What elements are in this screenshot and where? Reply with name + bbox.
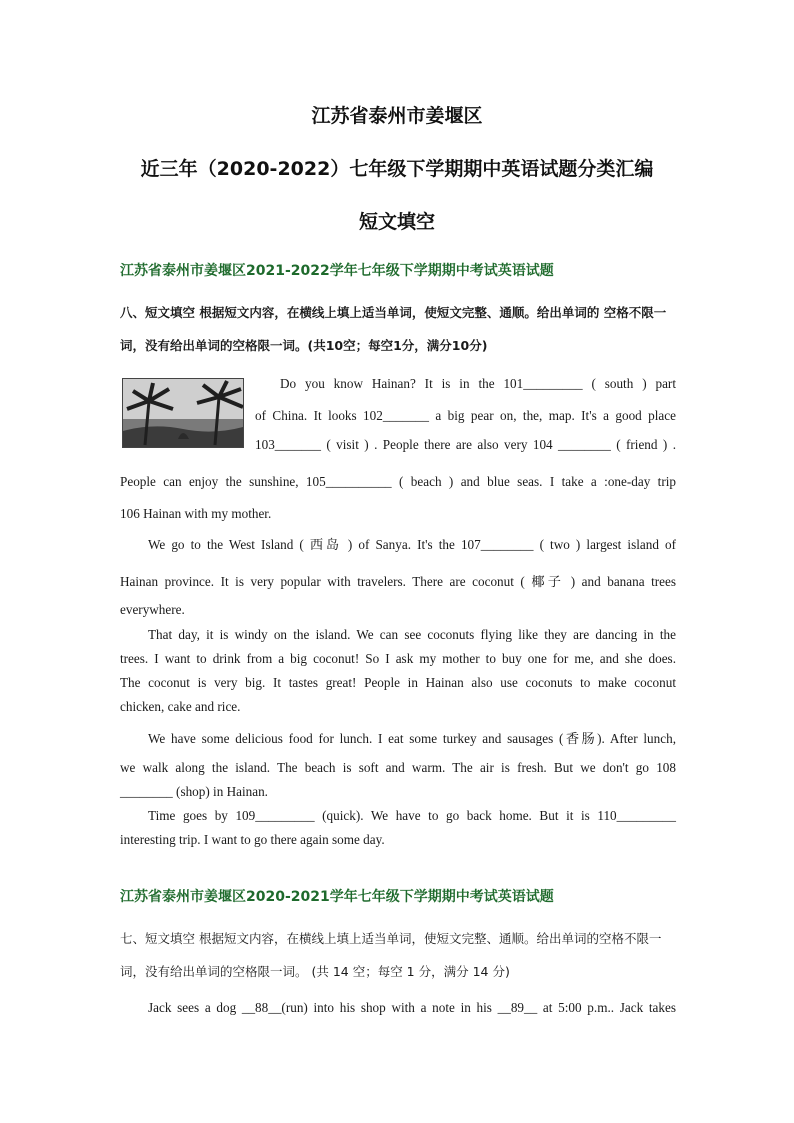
section-heading-2021-2022: 江苏省泰州市姜堰区2021-2022学年七年级下学期期中考试英语试题 <box>120 263 554 279</box>
doc-title-topic: 短文填空 <box>358 211 435 233</box>
passage-line-17: interesting trip. I want to go there again some day. <box>120 832 385 847</box>
passage-line-6: We go to the West Island ( 西岛 ) of Sanya. It's the 107________ ( two ) largest island of <box>148 537 676 552</box>
passage2-line-1: Jack sees a dog __88__(run) into his shop with a note in his __89__ at 5:00 p.m.. Jack takes <box>148 1000 676 1015</box>
doc-title-location: 江苏省泰州市姜堰区 <box>311 105 483 127</box>
passage-line-14: we walk along the island. The beach is soft and warm. The air is fresh. But we don't go 108 <box>120 760 676 775</box>
passage-line-7: Hainan province. It is very popular with travelers. There are coconut ( 椰子 ) and banana trees <box>120 574 676 589</box>
section-heading-2020-2021: 江苏省泰州市姜堰区2020-2021学年七年级下学期期中考试英语试题 <box>120 889 554 905</box>
passage-line-12: chicken, cake and rice. <box>120 699 241 714</box>
doc-title-collection: 近三年（2020-2022）七年级下学期期中英语试题分类汇编 <box>140 158 654 180</box>
section2-instructions: 七、短文填空 根据短文内容，在横线上填上适当单词，使短文完整、通顺。给出单词的空格不限一词，没有给出单词的空格限一词。 (共 14 空；每空 1 分，满分 14 分) <box>120 931 662 979</box>
passage-line-9: That day, it is windy on the island. We can see coconuts flying like they are dancing in the <box>148 627 676 642</box>
passage-line-1: Do you know Hainan? It is in the 101_________ ( south ) part <box>280 376 676 391</box>
passage-line-11: The coconut is very big. It tastes great! People in Hainan also use coconuts to make coconut <box>120 675 676 690</box>
passage-line-4: People can enjoy the sunshine, 105__________ ( beach ) and blue seas. I take a :one-day trip <box>120 474 676 489</box>
passage-line-13: We have some delicious food for lunch. I eat some turkey and sausages (香肠). After lunch, <box>148 731 676 746</box>
passage-line-15: ________ (shop) in Hainan. <box>120 784 268 799</box>
passage-line-10: trees. I want to drink from a big coconut! So I ask my mother to buy one for me, and she does. <box>120 651 676 666</box>
passage-line-16: Time goes by 109_________ (quick). We have to go back home. But it is 110_________ <box>148 808 676 823</box>
passage-line-3: 103_______ ( visit ) . People there are also very 104 ________ ( friend ) . <box>255 437 676 452</box>
passage-line-5: 106 Hainan with my mother. <box>120 506 272 521</box>
passage-line-8: everywhere. <box>120 602 185 617</box>
section1-instructions: 八、短文填空 根据短文内容，在横线上填上适当单词，使短文完整、通顺。给出单词的 空格不限一词，没有给出单词的空格限一词。(共10空；每空1分，满分10分) <box>120 305 667 353</box>
palm-tree-illustration <box>122 378 244 448</box>
passage-line-2: of China. It looks 102_______ a big pear on, the, map. It's a good place <box>255 408 676 423</box>
